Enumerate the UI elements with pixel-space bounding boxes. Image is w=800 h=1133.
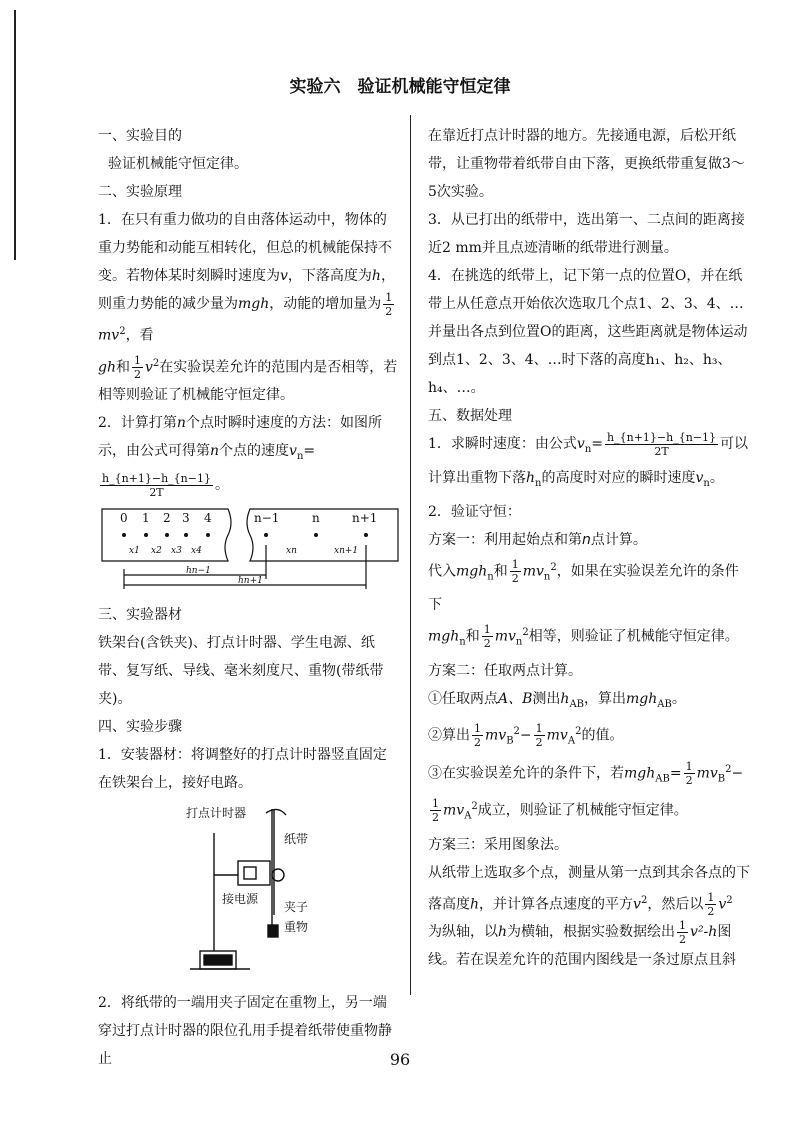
label-power: 接电源 — [222, 892, 259, 907]
plan-1-text: 代入mgh$_n$和 $\frac{1}{2}$ $mv_n^2$，如果在实验误差允许的条件下 mgh$_n$和 $\frac{1}{2}$ $mv_n^2$相等，则验证了机械能守恒定律。 — [428, 557, 739, 651]
step-3: 3．从已打出的纸带中，选出第一、二点间的距离接近2 mm并且点迹清晰的纸带进行测量。 — [428, 212, 745, 256]
tape-label-1: 1 — [142, 511, 150, 526]
step-4: 4．在挑选的纸带上，记下第一点的位置O，并在纸带上从任意点开始依次选取几个点1、2、3、4、…并量出各点到位置O的距离，这些距离就是物体运动到点1、2、3、4、…时下落的高度h₁、h₂、h₃、h₄、…。 — [428, 268, 748, 396]
plan-2-step-1: ①任取两点A、B测出$h_{AB}$，算出mgh$_{AB}$。 — [428, 690, 686, 710]
purpose-text: 验证机械能守恒定律。 — [108, 156, 248, 172]
fraction-half: $\frac{1}{2}$ — [385, 290, 393, 318]
label-tape: 纸带 — [284, 832, 309, 847]
section-heading-principle: 二、实验原理 — [98, 184, 182, 200]
tape-label-4: 4 — [204, 511, 212, 526]
tape-label-0: 0 — [120, 511, 128, 526]
fraction-half-2: $\frac{1}{2}$ — [133, 353, 141, 381]
equipment-text: 铁架台(含铁夹)、打点计时器、学生电源、纸带、复写纸、导线、毫米刻度尺、重物(带纸带夹)。 — [98, 635, 384, 708]
section-heading-purpose: 一、实验目的 — [98, 128, 182, 144]
data-step-2: 2．验证守恒： — [428, 503, 521, 520]
label-clip: 夹子 — [284, 900, 309, 915]
principle-paragraph-1: 1．在只有重力做功的自由落体运动中，物体的重力势能和动能互相转化，但总的机械能保持不变。若物体某时刻瞬时速度为v，下落高度为h，则重力势能的减少量为mgh，动能的增加量为 $\frac{1}{2}$ $mv^2$，看 gh和 $\frac{1}{2}$ $v^2$在实验误差允许的范围内是否相等，若相等则验证了机械能守恒定律。 — [98, 212, 398, 404]
section-heading-data: 五、数据处理 — [428, 408, 512, 424]
tape-h-next: hn+1 — [238, 576, 263, 587]
plan-1-heading: 方案一：利用起始点和第n点计算。 — [428, 531, 647, 548]
tape-x2: x2 — [151, 546, 162, 557]
tape-xn: xn — [286, 546, 297, 557]
label-weight: 重物 — [284, 920, 309, 935]
step-2-continued: 在靠近打点计时器的地方。先接通电源，后松开纸带，让重物带着纸带自由下落，更换纸带重复做3～5次实验。 — [428, 128, 745, 200]
left-column — [98, 122, 400, 1073]
principle-paragraph-2: 2．计算打第n个点时瞬时速度的方法：如图所示，由公式可得第n个点的速度$v_n=$ $\frac{h\_\{n+1\}-h\_\{n-1\}}{2T}$ 。 — [98, 415, 382, 499]
plan-3-heading: 方案三：采用图象法。 — [428, 836, 568, 853]
plan-2-heading: 方案二：任取两点计算。 — [428, 662, 582, 679]
section-heading-equipment: 三、实验器材 — [98, 607, 182, 624]
tape-x4: x4 — [191, 546, 202, 557]
binding-line — [14, 10, 16, 260]
tape-label-n-1: n−1 — [254, 511, 280, 526]
tape-label-n+1: n+1 — [352, 511, 378, 526]
page-title: 实验六 验证机械能守恒定律 — [289, 77, 511, 97]
step-1: 1．安装器材：将调整好的打点计时器竖直固定在铁架台上，接好电路。 — [98, 747, 387, 792]
tape-h-prev: hn−1 — [186, 566, 211, 577]
label-timer: 打点计时器 — [186, 806, 247, 821]
apparatus-diagram — [186, 803, 346, 981]
page-number: 96 — [389, 1050, 411, 1069]
velocity-formula: $\frac{h\_\{n+1\}-h\_\{n-1\}}{2T}$ — [102, 471, 211, 499]
plan-3-text: 从纸带上选取多个点，测量从第一点到其余各点的下落高度h，并计算各点速度的平方$v^2$，然后以 $\frac{1}{2}$ $v^2$ 为纵轴，以h为横轴，根据实验数据绘出 $\frac{1}{2}$ v²-h图线。若在误差允许的范围内图线是一条过原点且斜 — [428, 864, 750, 969]
step-2: 2．将纸带的一端用夹子固定在重物上，另一端穿过打点计时器的限位孔用手提着纸带使重物静止 — [98, 995, 392, 1068]
velocity-formula-2: $\frac{h\_\{n+1\}-h\_\{n-1\}}{2T}$ — [607, 430, 717, 458]
plan-2-step-2: ②算出 $\frac{1}{2}$ $mv_B^2-$ $\frac{1}{2}$ $mv_A^2$的值。 — [428, 722, 624, 750]
tape-diagram — [98, 505, 400, 593]
tape-x3: x3 — [171, 546, 182, 557]
tape-label-2: 2 — [163, 511, 171, 526]
tape-label-3: 3 — [182, 511, 190, 526]
tape-xn+1: xn+1 — [334, 546, 359, 557]
tape-x1: x1 — [129, 546, 140, 557]
right-column — [428, 122, 750, 974]
data-step-1: 1．求瞬时速度：由公式$v_n=$ $\frac{h\_\{n+1\}-h\_\{n-1\}}{2T}$ 可以计算出重物下落$h_n$的高度时对应的瞬时速度$v_n$。 — [428, 430, 749, 489]
section-heading-steps: 四、实验步骤 — [98, 719, 182, 736]
tape-label-n: n — [312, 511, 320, 526]
plan-2-step-3: ③在实验误差允许的条件下，若mgh$_{AB}$= $\frac{1}{2}$ $mv_B^2-$ $\frac{1}{2}$ $mv_A^2$成立，则验证了机械能守恒定律。 — [428, 759, 744, 825]
column-divider — [410, 115, 411, 995]
